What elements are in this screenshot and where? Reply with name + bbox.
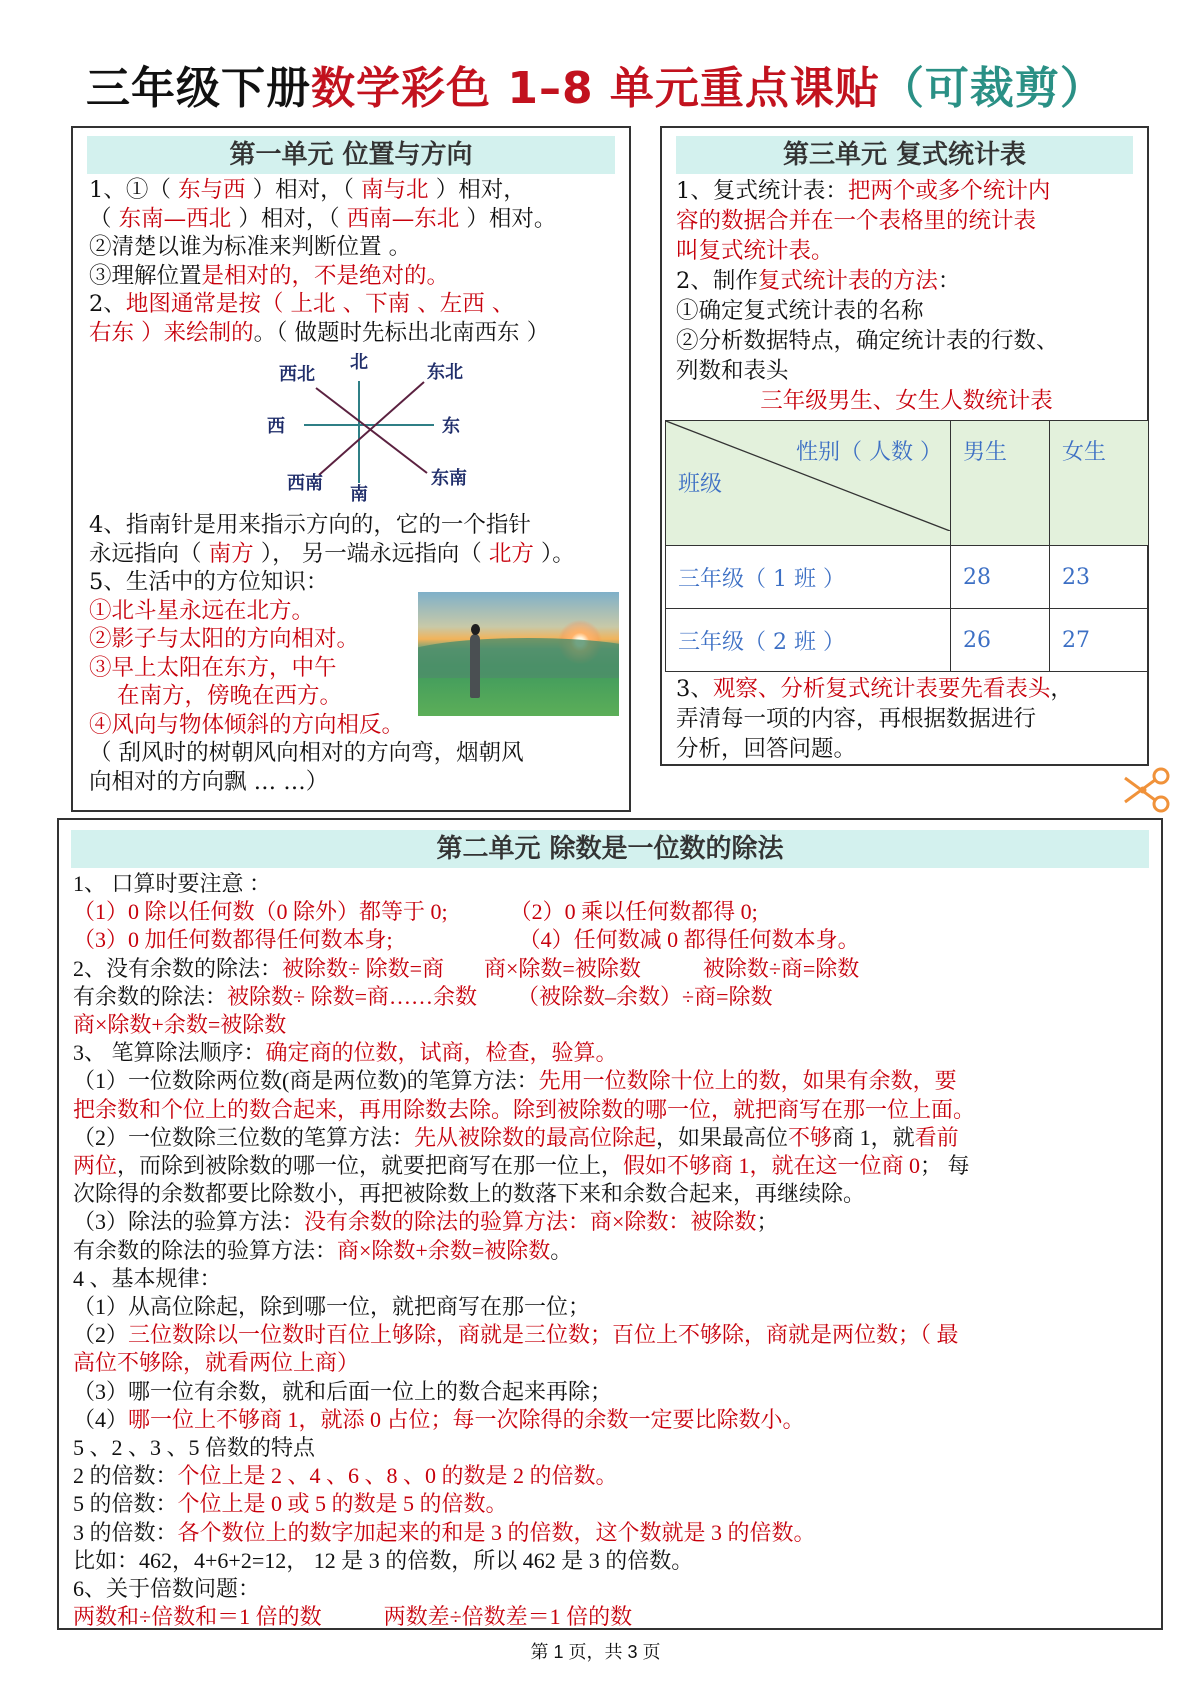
column-header: 女生 [1050,421,1149,546]
table-row: 三年级（ 1 班 ） 28 23 [666,546,1149,609]
unit1-body: 1、①（ 东与西 ）相对，（ 南与北 ）相对， （ 东南—西北 ）相对，（ 西南—东北 ）相对。 ②清楚以谁为标准来判断位置 。 ③理解位置是相对的，不是绝对的。 2、地图通常是按（ 上北 、下南 、左西 、 右东 ）来绘制的。（ 做题时先标出北南西东 ） 北 南 东 西 东北 西北 东南 西南 4、指南针是用来指示方向的，它的一个指针 永远指向（ 南方 ）， 另一端永远指向（ 北方 ）。 5、生活中的方位知识： ①北斗星永远在北方。 ②影子与太阳的方向相对。 ③早上太阳在东方，中午 在南方，傍晚在西方。 ④风向与物体倾斜的方向相反。 （ 刮风时的树朝风向相对的方向弯，烟朝风 向相对的方向飘 … …） [89,177,575,795]
unit2-heading: 第二单元 除数是一位数的除法 [71,830,1149,868]
stat-table [665,420,1149,672]
unit1-heading: 第一单元 位置与方向 [87,136,615,174]
column-header: 男生 [951,421,1050,546]
page-title: 三年级下册数学彩色 1–8 单元重点课贴（可裁剪） [86,63,1105,114]
unit3-body: 1、复式统计表：把两个或多个统计内 容的数据合并在一个表格里的统计表 叫复式统计表。 2、制作复式统计表的方法： ①确定复式统计表的名称 ②分析数据特点，确定统计表的行数、 列数和表头 三年级男生、女生人数统计表 [662,174,1147,416]
table-row: 三年级（ 2 班 ） 26 27 [666,609,1149,672]
page-number: 第 1 页，共 3 页 [530,1642,661,1662]
unit3-heading: 第三单元 复式统计表 [676,136,1133,174]
table-corner-cell: 性别（ 人数 ） 班级 [666,421,951,546]
unit2-body: 1、 口算时要注意 ： （1）0 除以任何数（0 除外）都等于 0; （2）0 乘以任何数都得 0; （3）0 加任何数都得任何数本身; （4）任何数减 0 都得任何数本身。 2、没有余数的除法：被除数÷ 除数=商 商×除数=被除数 被除数÷商=除数 有余数的除法：被除数÷ 除数=商……余数 （被除数–余数）÷商=除数 商×除数+余数=被除数 3、 笔算除法顺序：确定商的位数，试商，检查，验算。 （1）一位数除两位数(商是两位数)的笔算方法：先用一位数除十位上的数，如果有余数，要 把余数和个位上的数合起来，再用除数去除。除到被除数的哪一位，就把商写在那一位上面。 （2）一位数除三位数的笔算方法：先从被除数的最高位除起，如果最高位不够商 1，就看前 两位，而除到被除数的哪一位，就要把商写在那一位上，假如不够商 1，就在这一位商 0； 每 次除得的余数都要比除数小，再把被除数上的数落下来和余数合起来，再继续除。 （3）除法的验算方法：没有余数的除法的验算方法：商×除数：被除数； 有余数的除法的验算方法：商×除数+余数=被除数。 4 、基本规律： （1）从高位除起，除到哪一位，就把商写在那一位； （2）三位数除以一位数时百位上够除，商就是三位数；百位上不够除，商就是两位数；（ 最 高位不够除，就看两位上商） （3）哪一位有余数，就和后面一位上的数合起来再除； （4）哪一位上不够商 1，就添 0 占位；每一次除得的余数一定要比除数小。 5 、2 、3 、5 倍数的特点 2 的倍数：个位上是 2 、4 、6 、8 、0 的数是 2 的倍数。 5 的倍数：个位上是 0 或 5 的数是 5 的倍数。 3 的倍数：各个数位上的数字加起来的和是 3 的倍数，这个数就是 3 的倍数。 比如：462，4+6+2=12， 12 是 3 的倍数，所以 462 是 3 的倍数。 6、关于倍数问题： 两数和÷倍数和＝1 倍的数 两数差÷倍数差＝1 倍的数 [73,871,976,1630]
table-title: 三年级男生、女生人数统计表 [760,388,1053,414]
unit3-card: 第三单元 复式统计表 1、复式统计表：把两个或多个统计内 容的数据合并在一个表格里的统计表 叫复式统计表。 2、制作复式统计表的方法： ①确定复式统计表的名称 ②分析数据特点，确定统计表的行数、 列数和表头 三年级男生、女生人数统计表 性别（ 人数 ） 班级 男生 女生 三年级（ 1 班 ） 28 23 三年级（ 2 班 ） 26 27 3、观察、分析复式统计表要先看表头， 弄清每一项的内容，再根据数据进行 分析，回答问题。 [660,126,1149,766]
boy-figure [470,634,480,698]
compass-rose-diagram: 北 南 东 西 东北 西北 东南 西南 [267,352,467,505]
sunrise-illustration [418,592,619,716]
scissors-icon [1117,766,1173,814]
unit2-card [57,818,1163,1630]
